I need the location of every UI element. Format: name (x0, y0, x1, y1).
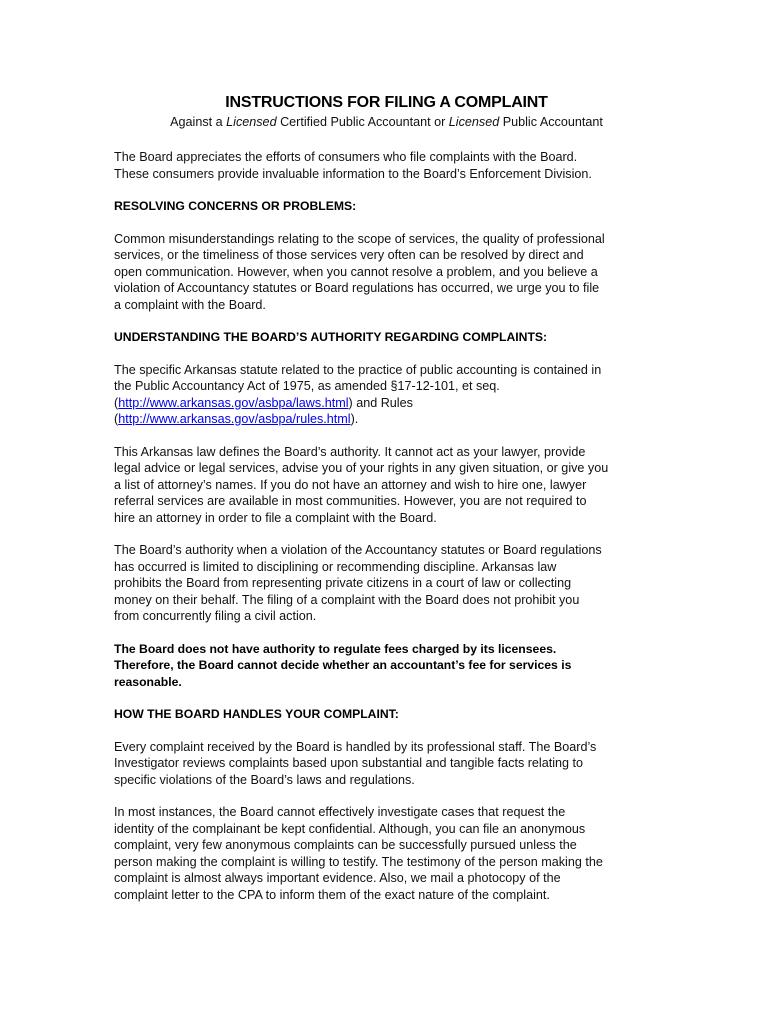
paragraph-line: The Board does not have authority to regulate fees charged by its licensees. (114, 641, 557, 656)
paragraph-line: prohibits the Board from representing private citizens in a court of law or collecting (114, 576, 572, 590)
paren-open: ( (114, 395, 119, 410)
section-heading-resolving: RESOLVING CONCERNS OR PROBLEMS: (114, 199, 357, 213)
paragraph-line: In most instances, the Board cannot effectively investigate cases that request the (114, 805, 566, 819)
section-heading-authority: UNDERSTANDING THE BOARD’S AUTHORITY REGARDING COMPLAINTS: (114, 330, 548, 344)
law-defines-paragraph (114, 444, 659, 527)
document-subtitle (114, 113, 659, 131)
paragraph-line: Common misunderstandings relating to the scope of services, the quality of professional (114, 231, 605, 246)
document-title: INSTRUCTIONS FOR FILING A COMPLAINT (225, 94, 548, 111)
paragraph-line: reasonable. (114, 674, 182, 689)
fees-notice-paragraph (114, 641, 659, 691)
paragraph-line: a complaint with the Board. (114, 297, 266, 312)
paragraph-line: from concurrently filing a civil action. (114, 609, 317, 623)
statute-paragraph (114, 362, 659, 428)
paragraph-line: The Board’s authority when a violation of the Accountancy statutes or Board regulations (114, 543, 602, 557)
paragraph-line: legal advice or legal services, advise you of your rights in any given situation, or give you (114, 461, 609, 475)
subtitle-licensed-2: Licensed (448, 115, 500, 129)
paragraph-line: identity of the complainant be kept confidential. Although, you can file an anonymous (114, 821, 586, 836)
intro-paragraph (114, 149, 659, 182)
resolving-paragraph (114, 231, 659, 314)
paragraph-line: services, or the timeliness of those services very often can be resolved by direct and (114, 248, 584, 262)
paragraph-line: person making the complaint is willing to testify. The testimony of the person making the (114, 854, 603, 869)
subtitle-text-3: Public Accountant (499, 115, 603, 129)
subtitle-text-1: Against a (170, 115, 227, 129)
paren-close: ). (350, 412, 359, 426)
paragraph-line: a list of attorney’s names. If you do not have an attorney and wish to hire one, lawyer (114, 477, 587, 492)
document-page (114, 93, 659, 919)
paragraph-line: This Arkansas law defines the Board’s authority. It cannot act as your lawyer, provide (114, 444, 586, 459)
paren-open: ( (114, 412, 119, 426)
intro-line: The Board appreciates the efforts of consumers who file complaints with the Board. (114, 150, 578, 164)
paragraph-line: complaint is almost always important evidence. Also, we mail a photocopy of the (114, 871, 561, 885)
paragraph-line: Investigator reviews complaints based upon substantial and tangible facts relating to (114, 756, 584, 770)
paragraph-line: open communication. However, when you cannot resolve a problem, and you believe a (114, 264, 598, 279)
section-heading-handles: HOW THE BOARD HANDLES YOUR COMPLAINT: (114, 707, 399, 721)
subtitle-text-2: Certified Public Accountant or (276, 115, 449, 129)
paragraph-line: complaint letter to the CPA to inform them of the exact nature of the complaint. (114, 887, 550, 902)
paragraph-line: the Public Accountancy Act of 1975, as amended §17-12-101, et seq. (114, 379, 500, 393)
paragraph-line: Therefore, the Board cannot decide whether an accountant’s fee for services is (114, 658, 572, 672)
paragraph-line: violation of Accountancy statutes or Board regulations has occurred, we urge you to file (114, 281, 600, 295)
paragraph-line: The specific Arkansas statute related to the practice of public accounting is contained in (114, 362, 602, 377)
authority-limited-paragraph (114, 542, 659, 625)
rules-link[interactable]: http://www.arkansas.gov/asbpa/rules.html (118, 412, 351, 426)
and-rules-text: ) and Rules (348, 395, 413, 410)
intro-line: These consumers provide invaluable information to the Board’s Enforcement Division. (114, 166, 592, 181)
paragraph-line: money on their behalf. The filing of a complaint with the Board does not prohibit you (114, 592, 580, 607)
paragraph-line: referral services are available in most communities. However, you are not required to (114, 494, 587, 508)
paragraph-line: Every complaint received by the Board is handled by its professional staff. The Board’s (114, 739, 597, 754)
paragraph-line: specific violations of the Board’s laws and regulations. (114, 772, 415, 787)
paragraph-line: hire an attorney in order to file a complaint with the Board. (114, 510, 437, 525)
staff-paragraph (114, 739, 659, 789)
paragraph-line: complaint, very few anonymous complaints can be successfully pursued unless the (114, 838, 577, 852)
paragraph-line: has occurred is limited to disciplining or recommending discipline. Arkansas law (114, 559, 557, 574)
laws-link[interactable]: http://www.arkansas.gov/asbpa/laws.html (118, 395, 349, 410)
subtitle-licensed-1: Licensed (226, 115, 277, 129)
confidential-paragraph (114, 804, 659, 903)
